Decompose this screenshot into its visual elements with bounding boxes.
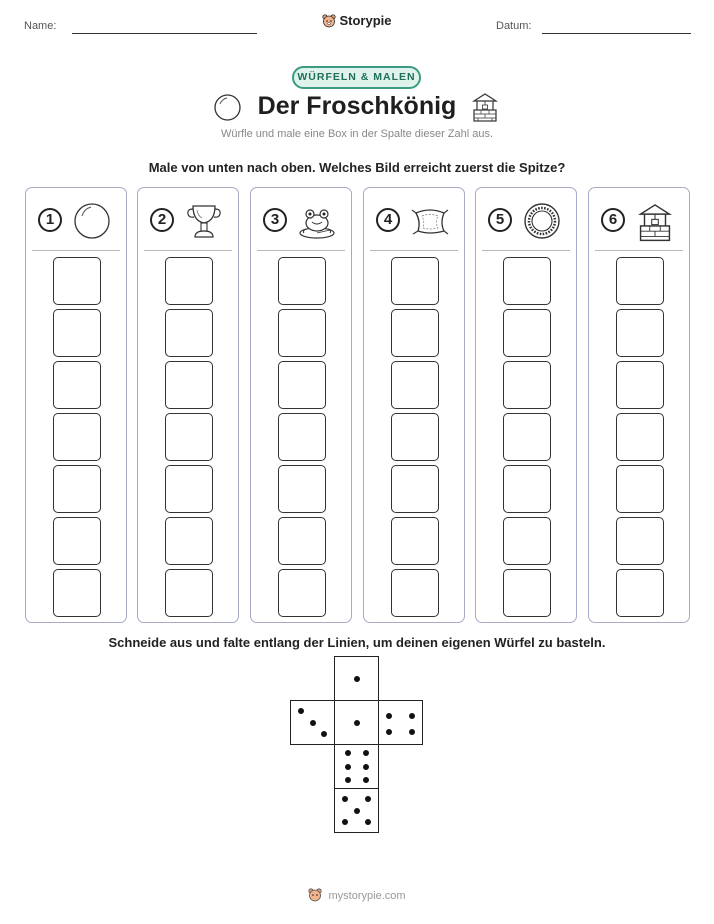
die-pip xyxy=(386,729,392,735)
die-face-4 xyxy=(378,700,423,745)
color-box[interactable] xyxy=(391,257,439,305)
footer xyxy=(0,888,714,902)
die-pip xyxy=(363,750,369,756)
column-divider xyxy=(32,250,120,251)
die-pip xyxy=(363,777,369,783)
color-box[interactable] xyxy=(165,569,213,617)
storypie-bear-icon xyxy=(322,14,336,31)
instruction-top: Male von unten nach oben. Welches Bild erreicht zuerst die Spitze? xyxy=(148,160,566,175)
frog-on-lily-pad-icon xyxy=(297,201,337,241)
die-face-1 xyxy=(334,700,379,745)
color-box[interactable] xyxy=(616,517,664,565)
column-3 xyxy=(250,187,352,623)
wishing-well-icon xyxy=(471,91,499,128)
footer-url: mystorypie.com xyxy=(328,890,406,902)
color-box[interactable] xyxy=(165,465,213,513)
instruction-cut: Schneide aus und falte entlang der Linien, um deinen eigenen Würfel zu basteln. xyxy=(108,635,606,650)
die-pip xyxy=(409,713,415,719)
color-box[interactable] xyxy=(616,569,664,617)
color-box[interactable] xyxy=(278,517,326,565)
column-number: 6 xyxy=(601,208,625,232)
color-box[interactable] xyxy=(53,361,101,409)
die-pip xyxy=(345,764,351,770)
die-pip xyxy=(354,808,360,814)
wishing-well-icon xyxy=(635,201,675,241)
color-box[interactable] xyxy=(278,569,326,617)
die-pip xyxy=(365,796,371,802)
color-box[interactable] xyxy=(278,413,326,461)
color-box[interactable] xyxy=(165,309,213,357)
color-box[interactable] xyxy=(391,413,439,461)
die-face-6 xyxy=(334,744,379,789)
column-divider xyxy=(370,250,458,251)
color-box[interactable] xyxy=(278,465,326,513)
color-box[interactable] xyxy=(278,361,326,409)
die-face-5 xyxy=(334,788,379,833)
color-box[interactable] xyxy=(53,257,101,305)
color-box[interactable] xyxy=(53,569,101,617)
glass-ball-icon xyxy=(72,201,112,241)
color-box[interactable] xyxy=(616,309,664,357)
die-pip xyxy=(363,764,369,770)
column-number: 4 xyxy=(376,208,400,232)
activity-badge: WÜRFELN & MALEN xyxy=(292,66,421,89)
page-title: Der Froschkönig xyxy=(257,92,457,120)
color-box[interactable] xyxy=(391,569,439,617)
column-number: 5 xyxy=(488,208,512,232)
column-1 xyxy=(25,187,127,623)
color-box[interactable] xyxy=(503,309,551,357)
die-pip xyxy=(354,676,360,682)
die-pip xyxy=(298,708,304,714)
color-box[interactable] xyxy=(503,517,551,565)
die-face-1 xyxy=(334,656,379,701)
die-pip xyxy=(321,731,327,737)
column-number: 2 xyxy=(150,208,174,232)
color-box[interactable] xyxy=(616,413,664,461)
brand-logo xyxy=(0,13,714,31)
brand-name: Storypie xyxy=(339,13,392,28)
color-box[interactable] xyxy=(616,465,664,513)
column-divider xyxy=(482,250,570,251)
column-number: 3 xyxy=(263,208,287,232)
golden-plate-icon xyxy=(522,201,562,241)
die-pip xyxy=(386,713,392,719)
die-pip xyxy=(409,729,415,735)
color-box[interactable] xyxy=(503,465,551,513)
date-line[interactable] xyxy=(542,33,691,34)
die-pip xyxy=(345,777,351,783)
die-pip xyxy=(342,796,348,802)
color-box[interactable] xyxy=(503,569,551,617)
color-box[interactable] xyxy=(503,413,551,461)
color-box[interactable] xyxy=(278,309,326,357)
trophy-cup-icon xyxy=(184,201,224,241)
column-number: 1 xyxy=(38,208,62,232)
color-box[interactable] xyxy=(165,361,213,409)
date-label: Datum: xyxy=(496,20,532,32)
column-divider xyxy=(144,250,232,251)
column-divider xyxy=(595,250,683,251)
column-divider xyxy=(257,250,345,251)
die-pip xyxy=(354,720,360,726)
die-pip xyxy=(365,819,371,825)
page-subtitle: Würfle und male eine Box in der Spalte dieser Zahl aus. xyxy=(220,128,494,140)
color-box[interactable] xyxy=(391,517,439,565)
color-box[interactable] xyxy=(165,413,213,461)
color-box[interactable] xyxy=(165,517,213,565)
name-line[interactable] xyxy=(72,33,257,34)
color-box[interactable] xyxy=(53,413,101,461)
column-5 xyxy=(475,187,577,623)
pillow-icon xyxy=(410,201,450,241)
color-box[interactable] xyxy=(391,309,439,357)
column-4 xyxy=(363,187,465,623)
color-box[interactable] xyxy=(503,361,551,409)
storypie-bear-icon xyxy=(308,890,328,902)
color-box[interactable] xyxy=(616,257,664,305)
name-label: Name: xyxy=(24,20,57,32)
color-box[interactable] xyxy=(278,257,326,305)
die-pip xyxy=(342,819,348,825)
color-box[interactable] xyxy=(165,257,213,305)
die-face-3 xyxy=(290,700,335,745)
column-2 xyxy=(137,187,239,623)
die-pip xyxy=(310,720,316,726)
column-6 xyxy=(588,187,690,623)
color-box[interactable] xyxy=(53,465,101,513)
color-box[interactable] xyxy=(503,257,551,305)
color-box[interactable] xyxy=(616,361,664,409)
color-box[interactable] xyxy=(53,517,101,565)
die-pip xyxy=(345,750,351,756)
color-box[interactable] xyxy=(391,361,439,409)
color-box[interactable] xyxy=(53,309,101,357)
color-box[interactable] xyxy=(391,465,439,513)
